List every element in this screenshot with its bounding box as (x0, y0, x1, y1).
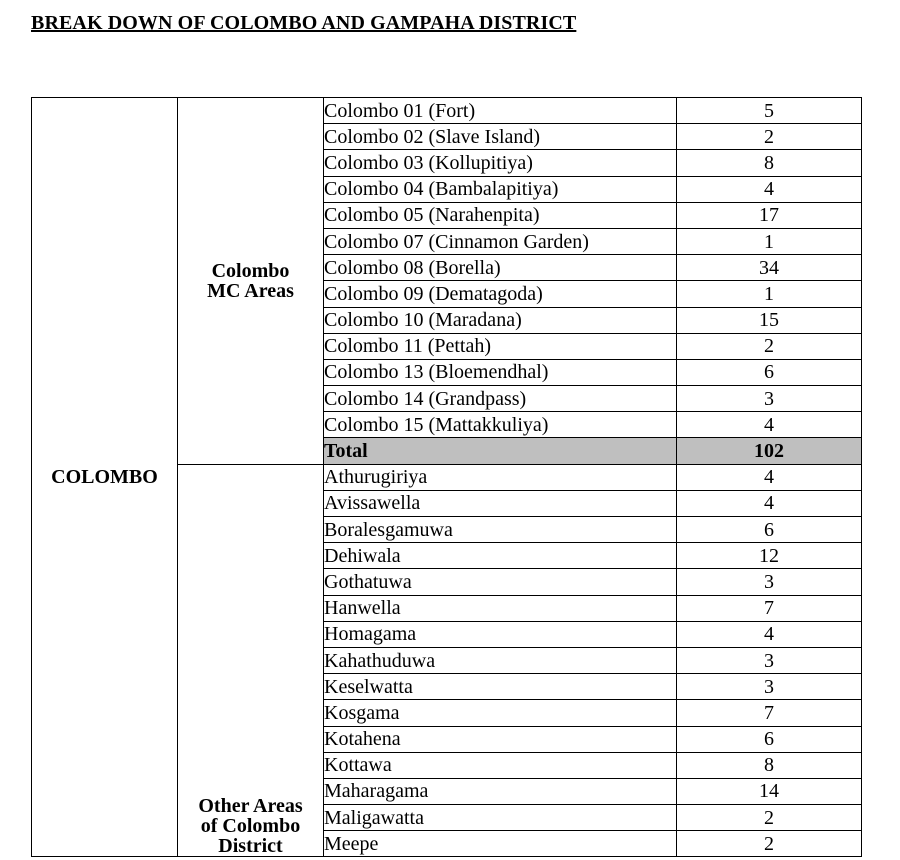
area-count: 6 (677, 726, 862, 752)
area-count: 15 (677, 307, 862, 333)
total-label: Total (324, 438, 677, 464)
area-count: 3 (677, 674, 862, 700)
district-label: COLOMBO (32, 98, 178, 857)
area-name: Boralesgamuwa (324, 517, 677, 543)
area-name: Colombo 07 (Cinnamon Garden) (324, 228, 677, 254)
group-label-colombo-mc (178, 98, 324, 465)
area-name: Colombo 01 (Fort) (324, 98, 677, 124)
table-body (32, 98, 862, 857)
area-name: Colombo 11 (Pettah) (324, 333, 677, 359)
area-name: Colombo 09 (Dematagoda) (324, 281, 677, 307)
area-count: 4 (677, 464, 862, 490)
area-name: Kottawa (324, 752, 677, 778)
area-count: 3 (677, 386, 862, 412)
group-label-line: Colombo (211, 259, 290, 282)
area-name: Kahathuduwa (324, 647, 677, 673)
area-name: Colombo 05 (Narahenpita) (324, 202, 677, 228)
area-count: 3 (677, 647, 862, 673)
area-count: 12 (677, 543, 862, 569)
area-name: Meepe (324, 831, 677, 857)
group-label-other-areas (178, 464, 324, 857)
area-count: 2 (677, 805, 862, 831)
area-count: 1 (677, 228, 862, 254)
area-count: 17 (677, 202, 862, 228)
area-name: Athurugiriya (324, 464, 677, 490)
district-breakdown-table (31, 97, 862, 857)
area-count: 4 (677, 176, 862, 202)
area-name: Colombo 08 (Borella) (324, 255, 677, 281)
area-count: 4 (677, 490, 862, 516)
area-name: Kosgama (324, 700, 677, 726)
area-name: Colombo 15 (Mattakkuliya) (324, 412, 677, 438)
area-name: Maharagama (324, 778, 677, 804)
area-count: 6 (677, 517, 862, 543)
area-count: 7 (677, 595, 862, 621)
area-count: 2 (677, 831, 862, 857)
area-name: Colombo 03 (Kollupitiya) (324, 150, 677, 176)
group-label-line: MC Areas (207, 279, 294, 302)
area-count: 2 (677, 333, 862, 359)
area-name: Colombo 04 (Bambalapitiya) (324, 176, 677, 202)
area-count: 14 (677, 778, 862, 804)
page-title: BREAK DOWN OF COLOMBO AND GAMPAHA DISTRICT (31, 12, 577, 34)
area-name: Hanwella (324, 595, 677, 621)
group-label-line: District (218, 835, 283, 857)
table-row (32, 98, 862, 124)
area-name: Colombo 02 (Slave Island) (324, 124, 677, 150)
area-name: Gothatuwa (324, 569, 677, 595)
area-count: 5 (677, 98, 862, 124)
area-count: 4 (677, 412, 862, 438)
area-name: Maligawatta (324, 805, 677, 831)
area-name: Colombo 14 (Grandpass) (324, 386, 677, 412)
area-name: Avissawella (324, 490, 677, 516)
area-name: Colombo 10 (Maradana) (324, 307, 677, 333)
area-count: 1 (677, 281, 862, 307)
area-name: Keselwatta (324, 674, 677, 700)
total-value: 102 (677, 438, 862, 464)
area-count: 2 (677, 124, 862, 150)
area-count: 34 (677, 255, 862, 281)
area-name: Colombo 13 (Bloemendhal) (324, 359, 677, 385)
area-name: Dehiwala (324, 543, 677, 569)
area-name: Homagama (324, 621, 677, 647)
area-count: 8 (677, 150, 862, 176)
area-count: 4 (677, 621, 862, 647)
area-count: 8 (677, 752, 862, 778)
area-count: 7 (677, 700, 862, 726)
group-label-line: Other Areas (198, 795, 303, 818)
group-label-line: of Colombo (200, 815, 301, 838)
area-name: Kotahena (324, 726, 677, 752)
area-count: 6 (677, 359, 862, 385)
area-count: 3 (677, 569, 862, 595)
